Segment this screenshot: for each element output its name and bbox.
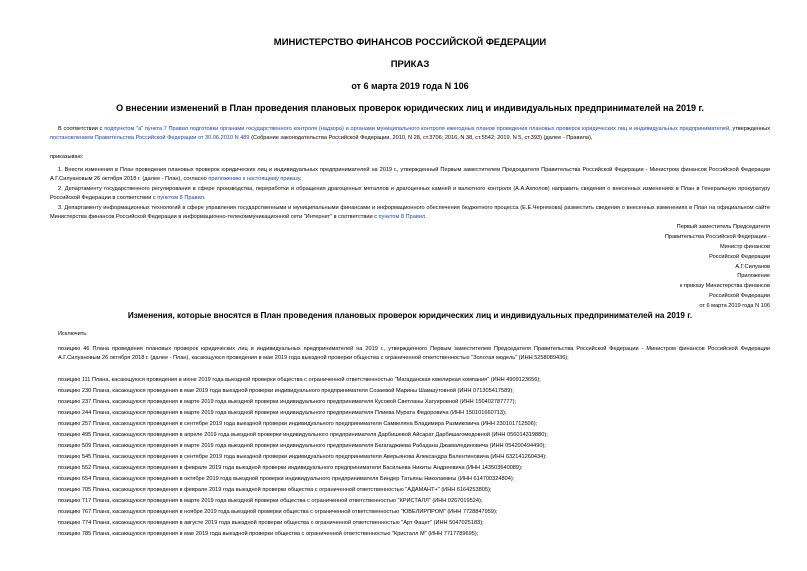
- exclusion-item: [50, 530, 770, 539]
- exclusion-item: [50, 431, 770, 440]
- exclusion-item: [50, 442, 770, 451]
- rules-link[interactable]: подпунктом "а" пункта 7 Правил подготовки органами государственного контроля (надзора) и органами муниципального контроля ежегодных планов проведения плановых проверок юридических лиц и индивидуальных предпринимателей: [104, 126, 730, 132]
- signature-line: Первый заместитель Председателя: [676, 224, 770, 230]
- exclusion-text: позицию 785 Плана, касающуюся проведения в мае 2019 года выездной проверки общества с ограниченной ответственностью "Кристалл М" (ИНН 7717789695);: [58, 531, 479, 537]
- exclusion-item: [50, 398, 770, 407]
- signature-line: Российской Федерации: [709, 254, 770, 260]
- item-3-text: 3. Департаменту информационных технологий в сфере управления государственными и муниципальными финансами и информационного обеспечения бюджетного процесса (Е.Е.Черняхова) разместить сведения о внесенных изменениях в План на официальном сайте Министерства финансов Российской Федерации в информационно-телекоммуникационной сети "Интернет" в соответствии с: [50, 205, 770, 220]
- order-word: приказываю:: [50, 154, 84, 160]
- exclusion-text: позицию 495 Плана, касающуюся проведения в апреле 2019 года выездной проверки индивидуального предпринимателя Дарбишевой Айсарат Дарбишагомедовной (ИНН 056014319880);: [58, 432, 548, 438]
- exclude-label: [50, 330, 770, 339]
- item-3-tail: .: [425, 214, 427, 220]
- signature-line: Министр финансов: [720, 244, 770, 250]
- decree-link[interactable]: постановлением Правительства Российской Федерации от 30.06.2010 N 489: [50, 135, 250, 141]
- exclusion-text: позицию 46 Плана проведения плановых проверок юридических лиц и индивидуальных предпринимателей на 2019 г., утвержденного Первым заместителем Председателя Правительства Российской Федерации - Министром финансов Российской Федерации А.Г.Силуановым 26 октября 2018 г. (далее - План), касающуюся проведения в мае 2019 года выездной проверки общества с ограниченной ответственностью "Золотая модель" (ИНН 5258089436);: [58, 346, 770, 361]
- exclusion-item: [50, 376, 770, 385]
- exclusion-text: позицию 552 Плана, касающуюся проведения в феврале 2019 года выездной проверки индивидуального предпринимателя Васильева Никиты Андреевича (ИНН 143503640089);: [58, 465, 523, 471]
- preamble: [50, 125, 770, 143]
- exclusion-text: позицию 237 Плана, касающуюся проведения в марте 2019 года выездной проверки индивидуального предпринимателя Кусовой Светланы Хагуировной (ИНН 150402787777);: [58, 399, 517, 405]
- order-item-2: [50, 185, 770, 203]
- appendix-line: Приложение: [737, 273, 770, 279]
- appendix-link[interactable]: приложению к настоящему приказу: [208, 176, 300, 182]
- exclusion-text: позицию 257 Плана, касающуюся проведения в сентябре 2019 года выездной проверки индивидуального предпринимателя Самвеляна Владимира Размиковича (ИНН 230101712506);: [58, 421, 538, 427]
- exclusion-item: [50, 409, 770, 418]
- annex-title: Изменения, которые вносятся в План проведения плановых проверок юридических лиц и индивидуальных предпринимателей на 2019 г.: [127, 311, 693, 320]
- exclusion-text: позицию 545 Плана, касающуюся проведения в сентябре 2019 года выездной проверки индивидуального предпринимателя Аверьянова Александра Валентиновича (ИНН 632141260434);: [58, 454, 547, 460]
- doc-date-number: от 6 марта 2019 года N 106: [351, 81, 469, 91]
- signature-block: [470, 222, 770, 272]
- exclusion-text: позицию 509 Плана, касающуюся проведения в марте 2019 года выездной проверки индивидуального предпринимателя Багагаджиева Рабадана Джамалединовича (ИНН 054200494490);: [58, 443, 546, 449]
- exclusion-text: позицию 111 Плана, касающуюся проведения в июне 2019 года выездной проверки общества с ограниченной ответственностью "Магаданская ювелирная компания" (ИНН 4909123656);: [58, 377, 541, 383]
- exclusion-text: позицию 705 Плана, касающуюся проведения в феврале 2019 года выездной проверки общества с ограниченной ответственностью "АДАМАНТ+" (ИНН 6164253805);: [58, 487, 492, 493]
- item-1-text: 1. Внести изменения в План проведения плановых проверок юридических лиц и индивидуальных предпринимателей на 2019 г., утвержденный Первым заместителем Председателя Правительства Российской Федерации - Министром финансов Российской Федерации А.Г.Силуановым 26 октября 2018 г. (далее - План), согласно: [50, 167, 770, 182]
- preamble-mid: , утвержденных: [729, 126, 771, 132]
- appendix-line: к приказу Министерства финансов: [679, 283, 770, 289]
- exclusion-item: [50, 420, 770, 429]
- exclusion-item: [50, 486, 770, 495]
- exclusion-item: [50, 345, 770, 363]
- ministry-heading: МИНИСТЕРСТВО ФИНАНСОВ РОССИЙСКОЙ ФЕДЕРАЦИИ: [273, 37, 547, 48]
- rules-point-8-link[interactable]: пунктом 8 Правил: [157, 195, 204, 201]
- appendix-line: от 6 марта 2019 года N 106: [699, 303, 770, 309]
- exclusion-item: [50, 464, 770, 473]
- item-2-text: 2. Департаменту государственного регулирования в сфере производства, переработки и обращения драгоценных металлов и драгоценных камней и валютного контроля (А.А.Ахполов) направить сведения о внесенных изменениях в План в Генеральную прокуратуру Российской Федерации в соответствии с: [50, 186, 770, 201]
- exclusion-item: [50, 508, 770, 517]
- rules-point-8-link-2[interactable]: пунктом 8 Правил: [378, 214, 426, 220]
- appendix-line: Российской Федерации: [709, 293, 770, 299]
- item-1-tail: .: [299, 176, 302, 182]
- exclusion-item: [50, 497, 770, 506]
- exclusion-text: позицию 717 Плана, касающуюся проведения в марте 2019 года выездной проверки общества с ограниченной ответственностью "КРИСТАЛЛ" (ИНН 0267019524);: [58, 498, 483, 504]
- exclusion-text: позицию 244 Плана, касающуюся проведения в марте 2019 года выездной проверки индивидуального предпринимателя Плиева Мурата Федоровича (ИНН 150101660713);: [58, 410, 507, 416]
- doc-subject: О внесении изменений в План проведения плановых проверок юридических лиц и индивидуальных предпринимателей на 2019 г.: [116, 103, 704, 113]
- exclusion-item: [50, 453, 770, 462]
- order-item-3: [50, 204, 770, 222]
- doc-type-heading: ПРИКАЗ: [390, 59, 430, 70]
- exclusion-text: позицию 767 Плана, касающуюся проведения в ноябре 2019 года выездной проверки общества с ограниченной ответственностью "ЮВЕЛИРПРОМ" (ИНН 7728847959);: [58, 509, 498, 515]
- preamble-end: (Собрание законодательства Российской Федерации, 2010, N 28, ст.3706; 2016, N 38, ст.5542; 2019, N 5, ст.393) (далее - Правила),: [249, 135, 593, 141]
- signature-line: Правительства Российской Федерации -: [664, 234, 770, 240]
- exclusion-text: позицию 774 Плана, касающуюся проведения в августе 2019 года выездной проверки общества с ограниченной ответственностью "Арт Фацет" (ИНН 5047025183);: [58, 520, 484, 526]
- item-2-tail: .: [203, 195, 206, 201]
- exclusion-item: [50, 387, 770, 396]
- exclusion-text: позицию 654 Плана, касающуюся проведения в октябре 2019 года выездной проверки индивидуального предпринимателя Биндер Татьяны Николаевны (ИНН 614700324804);: [58, 476, 515, 482]
- exclusion-text: позицию 230 Плана, касающуюся проведения в мае 2019 года выездной проверки индивидуального предпринимателя Созаевой Марины Шамшутовной (ИНН 071305417589);: [58, 388, 514, 394]
- order-item-1: [50, 166, 770, 184]
- exclude-label-text: Исключить:: [58, 331, 88, 337]
- signature-line: А.Г.Силуанов: [735, 264, 770, 270]
- exclusion-item: [50, 519, 770, 528]
- preamble-start: В соответствии с: [58, 126, 105, 132]
- appendix-block: [470, 271, 770, 311]
- exclusion-item: [50, 475, 770, 484]
